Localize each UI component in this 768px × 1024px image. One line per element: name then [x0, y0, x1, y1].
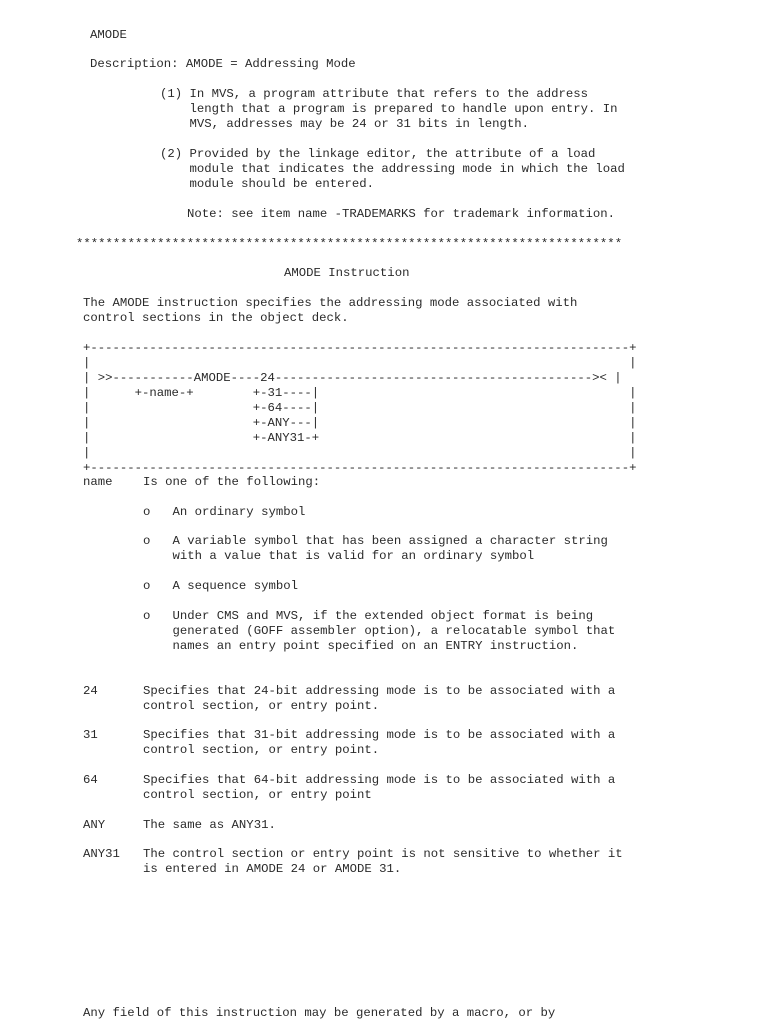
list-item: o Under CMS and MVS, if the extended object format is being generated (GOFF assembler option), a relocatable symbol that names an entry point specified on an ENTRY instruction. — [143, 609, 616, 653]
doc-heading: AMODE — [90, 28, 127, 42]
param-desc: The same as ANY31. — [143, 818, 276, 832]
param-term: ANY — [83, 818, 106, 832]
param-desc: Specifies that 24-bit addressing mode is to be associated with a control section, or entry point. — [143, 684, 616, 713]
trademark-note: Note: see item name -TRADEMARKS for trademark information. — [187, 207, 616, 221]
description: Description: AMODE = Addressing Mode — [90, 57, 356, 71]
param-desc: Specifies that 31-bit addressing mode is to be associated with a control section, or entry point. — [143, 728, 616, 757]
param-term-name: name — [83, 475, 113, 489]
intro-paragraph: The AMODE instruction specifies the addressing mode associated with control sections in the object deck. — [83, 296, 578, 325]
list-item: o An ordinary symbol — [143, 505, 306, 519]
instruction-title: AMODE Instruction — [284, 266, 410, 280]
syntax-diagram: +-------------------------------------------------------------------------+ | | | >>-----------AMODE----24------------------------------------------->< | | +-name-+ +-31----| | | +-64----| | | +-ANY---| | | +-ANY31-+ | | | +-------------------------------------------------------------------------+ — [83, 341, 637, 475]
list-item: o A sequence symbol — [143, 579, 298, 593]
param-term: 64 — [83, 773, 98, 787]
param-desc: The control section or entry point is not sensitive to whether it is entered in AMODE 24 or AMODE 31. — [143, 847, 623, 876]
list-item: o A variable symbol that has been assigned a character string with a value that is valid for an ordinary symbol — [143, 534, 608, 563]
param-term: ANY31 — [83, 847, 120, 861]
param-desc: Specifies that 64-bit addressing mode is to be associated with a control section, or entry point — [143, 773, 616, 802]
param-term: 31 — [83, 728, 98, 742]
param-term: 24 — [83, 684, 98, 698]
param-desc-name: Is one of the following: — [143, 475, 321, 489]
separator: ************************************************************************** — [76, 237, 623, 251]
footer-text: Any field of this instruction may be generated by a macro, or by — [83, 1006, 556, 1020]
definition-1: (1) In MVS, a program attribute that refers to the address length that a program is prepared to handle upon entry. In MVS, addresses may be 24 or 31 bits in length. — [160, 87, 618, 131]
definition-2: (2) Provided by the linkage editor, the attribute of a load module that indicates the addressing mode in which the load module should be entered. — [160, 147, 625, 191]
